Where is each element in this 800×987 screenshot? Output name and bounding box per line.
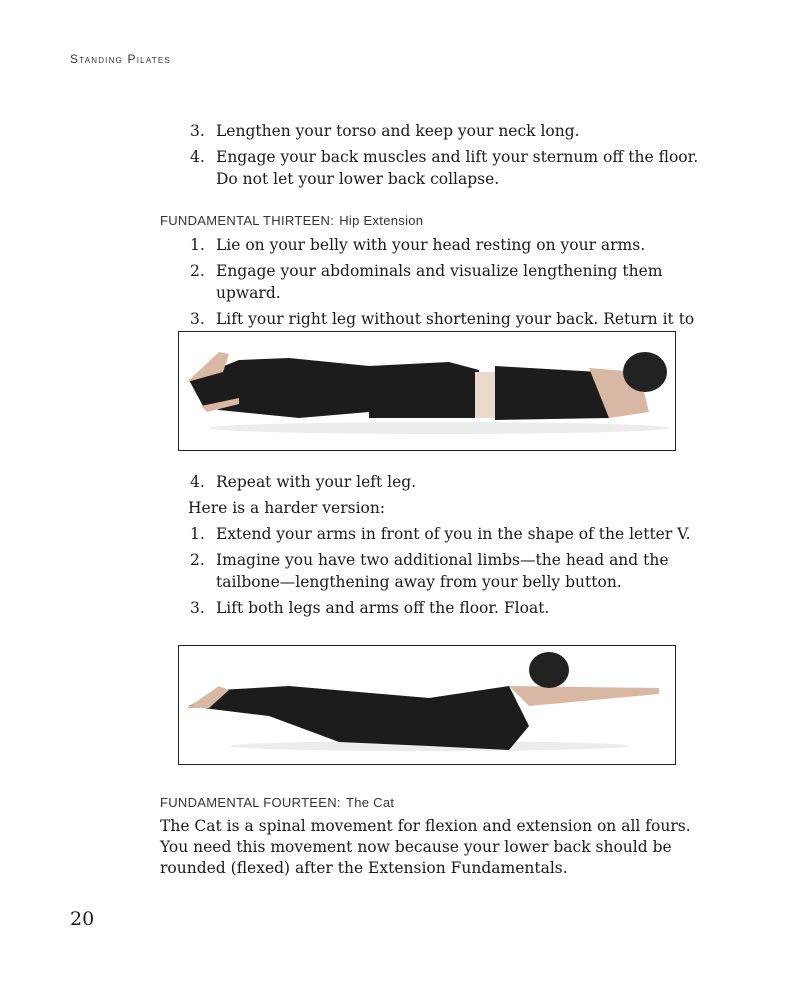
section-title: The Cat: [345, 795, 395, 810]
list-item: 4. Repeat with your left leg.: [190, 473, 417, 491]
list-item: 1. Lie on your belly with your head resting on your arms.: [190, 236, 646, 254]
section-title: Hip Extension: [339, 213, 424, 228]
list-item: 3. Lengthen your torso and keep your neck long.: [190, 122, 580, 140]
list-item: 4. Engage your back muscles and lift your sternum off the floor. Do not let your lower back collapse.: [190, 148, 699, 188]
page-number: 20: [70, 908, 95, 930]
list-item: 1. Extend your arms in front of you in the shape of the letter V.: [190, 525, 691, 543]
section-heading-hip-extension: [160, 210, 720, 229]
photo-hip-extension: [178, 331, 676, 451]
section-label: FUNDAMENTAL FOURTEEN:: [160, 795, 341, 810]
running-head: Standing Pilates: [70, 52, 171, 66]
list-item: 2. Engage your abdominals and visualize lengthening them upward.: [190, 262, 663, 302]
woman-lying-prone-illustration: [179, 332, 675, 450]
photo-harder-version: [178, 645, 676, 765]
steps-block-3: [160, 471, 720, 623]
steps-block-1: [160, 120, 720, 194]
section-heading-the-cat: [160, 792, 720, 811]
list-item: 3. Lift both legs and arms off the floor. Float.: [190, 599, 550, 617]
list-item: 3. Lift your right leg without shortening your back. Return it to: [190, 310, 695, 328]
woman-superman-illustration: [179, 646, 675, 764]
list-item: 2. Imagine you have two additional limbs—the head and the tailbone—lengthening away from your belly button.: [190, 551, 669, 591]
harder-version-intro: Here is a harder version:: [188, 499, 386, 517]
section-label: FUNDAMENTAL THIRTEEN:: [160, 213, 335, 228]
cat-paragraph: The Cat is a spinal movement for flexion and extension on all fours. You need this movement now because your lower back should be rounded (flexed) after the Extension Fundamentals.: [160, 817, 691, 877]
